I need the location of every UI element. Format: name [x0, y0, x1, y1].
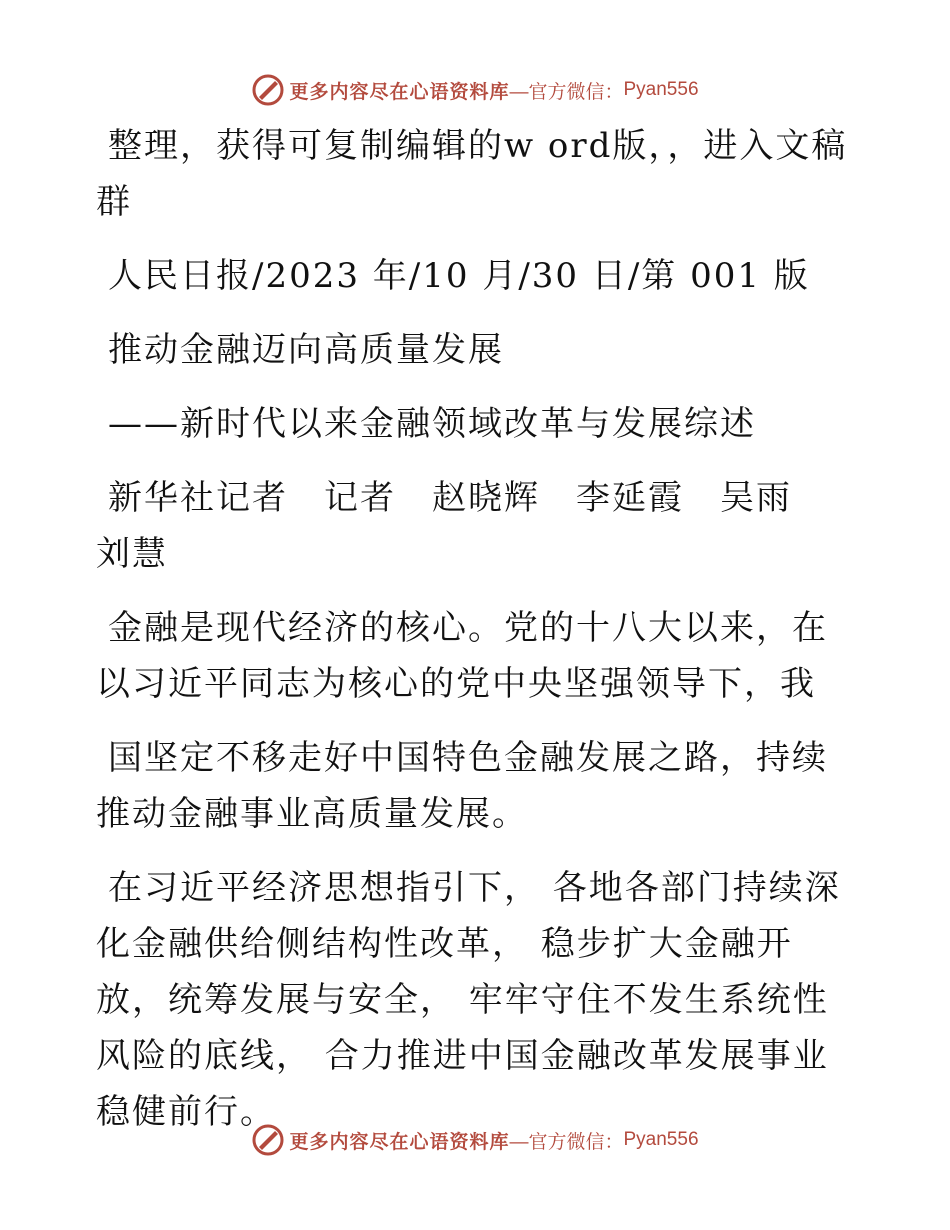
paragraph-source: 人民日报/2023 年/10 月/30 日/第 001 版 [108, 256, 810, 296]
article-subtitle: ——新时代以来金融领域改革与发展综述 [108, 404, 756, 444]
paragraph-body-2: 国坚定不移走好中国特色金融发展之路，持续推动金融事业高质量发展。 [96, 738, 828, 834]
watermark-text: 更多内容尽在心语资料库 [289, 1130, 510, 1153]
logo-icon [251, 1123, 285, 1157]
paragraph-body-1: 金融是现代经济的核心。党的十八大以来，在以习近平同志为核心的党中央坚强领导下，我 [96, 608, 828, 704]
article-title: 推动金融迈向高质量发展 [108, 330, 504, 370]
article-byline: 新华社记者 记者 赵晓辉 李延霞 吴雨 刘慧 [96, 478, 828, 574]
paragraph-body-3: 在习近平经济思想指引下， 各地各部门持续深化金融供给侧结构性改革， 稳步扩大金融开放，统筹发展与安全， 牢牢守住不发生系统性风险的底线， 合力推进中国金融改革发展事业稳健前行。 [96, 868, 841, 1132]
watermark-text: 更多内容尽在心语资料库 [289, 80, 510, 103]
header-watermark [0, 70, 950, 110]
watermark-separator: —官方微信： [509, 81, 624, 103]
watermark-id: Pyan556 [623, 1129, 699, 1150]
paragraph-note: 整理，获得可复制编辑的w ord版，，进入文稿群 [96, 126, 848, 222]
watermark-id: Pyan556 [623, 79, 699, 100]
footer-watermark [0, 1120, 950, 1160]
watermark-separator: —官方微信： [509, 1131, 624, 1153]
logo-icon [251, 73, 285, 107]
document-body [96, 118, 856, 1158]
